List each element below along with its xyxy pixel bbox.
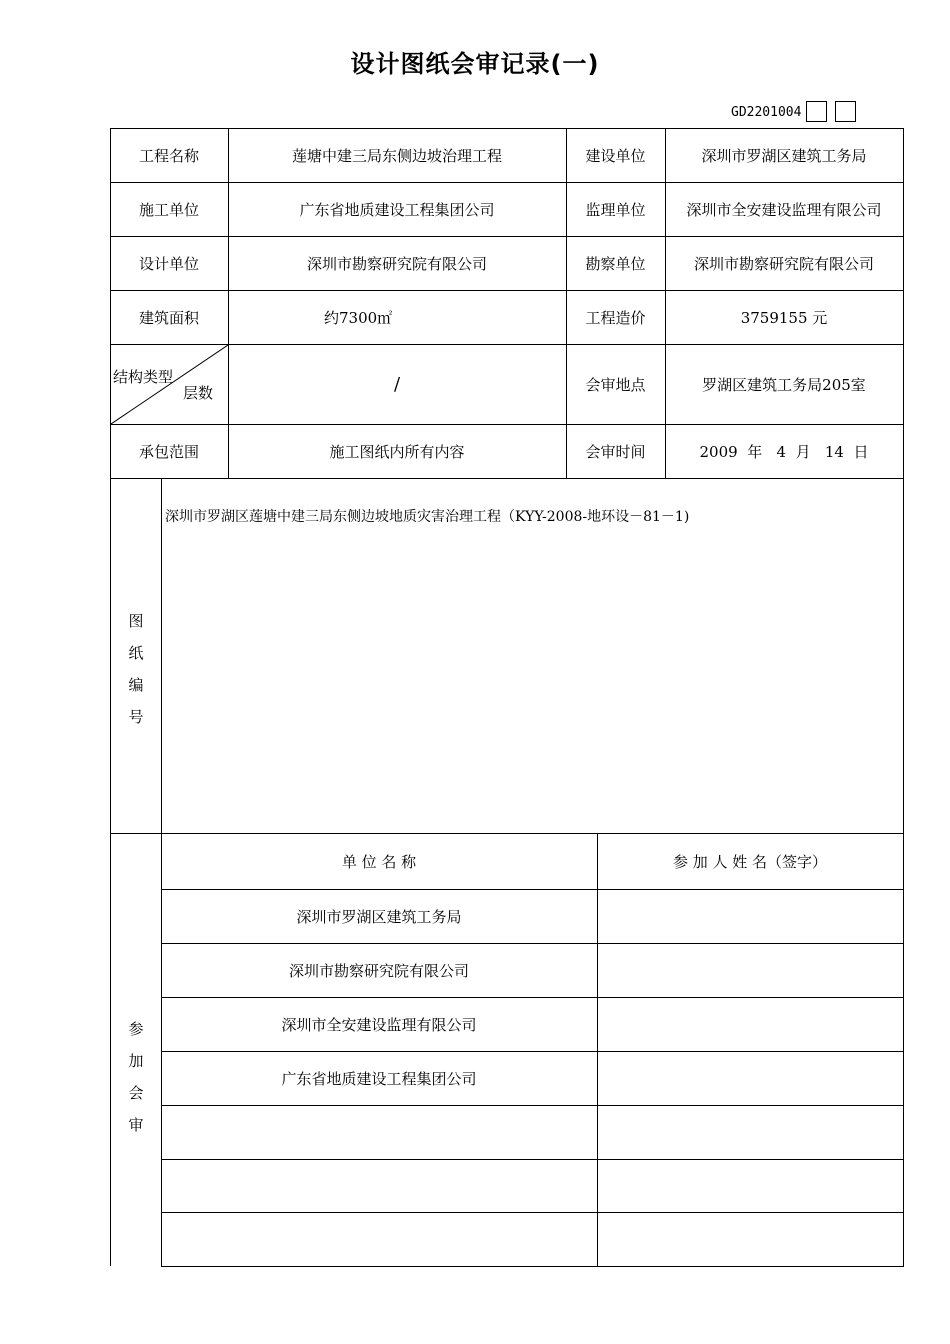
value-supervision-unit: 深圳市全安建设监理有限公司 <box>686 200 882 219</box>
label-building-area: 建筑面积 <box>138 308 199 327</box>
code-box-1 <box>806 101 827 122</box>
participant-unit: 深圳市罗湖区建筑工务局 <box>296 907 462 926</box>
participant-unit <box>161 1159 597 1212</box>
participant-unit <box>161 1105 597 1159</box>
value-contract-scope: 施工图纸内所有内容 <box>329 442 465 461</box>
value-structure: / <box>393 373 401 395</box>
page-title: 设计图纸会审记录(一) <box>350 50 600 78</box>
label-project-cost: 工程造价 <box>585 308 646 327</box>
signature-field[interactable] <box>597 1212 903 1266</box>
document-code: GD2201004 <box>731 105 802 120</box>
label-supervision-unit: 监理单位 <box>585 200 646 219</box>
participant-unit: 深圳市全安建设监理有限公司 <box>281 1015 477 1034</box>
value-building-area: 约7300㎡ <box>324 308 393 327</box>
label-survey-unit: 勘察单位 <box>585 254 646 273</box>
signature-field[interactable] <box>597 889 903 943</box>
label-floor-count: 层数 <box>183 383 214 402</box>
value-review-location: 罗湖区建筑工务局205室 <box>702 375 866 394</box>
value-review-time: 2009 年 4 月 14 日 <box>699 442 869 461</box>
value-survey-unit: 深圳市勘察研究院有限公司 <box>693 254 874 273</box>
value-project-cost: 3759155 元 <box>740 308 828 327</box>
label-construction-unit: 施工单位 <box>138 200 199 219</box>
label-project-name: 工程名称 <box>138 146 199 165</box>
signature-field[interactable] <box>597 1051 903 1105</box>
drawing-number-label: 图 纸 编 号 <box>128 612 144 726</box>
label-owner-unit: 建设单位 <box>585 146 646 165</box>
header-unit-name: 单 位 名 称 <box>341 852 417 871</box>
label-review-time: 会审时间 <box>585 442 646 461</box>
signature-field[interactable] <box>597 1105 903 1159</box>
value-design-unit: 深圳市勘察研究院有限公司 <box>306 254 487 273</box>
signature-field[interactable] <box>597 943 903 997</box>
label-structure-type: 结构类型 <box>113 367 174 386</box>
participants-label: 参 加 会 审 <box>128 1020 144 1134</box>
value-project-name: 莲塘中建三局东侧边坡治理工程 <box>291 146 502 165</box>
participant-unit: 深圳市勘察研究院有限公司 <box>288 961 469 980</box>
label-design-unit: 设计单位 <box>138 254 199 273</box>
participant-unit <box>161 1212 597 1266</box>
label-contract-scope: 承包范围 <box>138 442 199 461</box>
label-review-location: 会审地点 <box>585 375 646 394</box>
participant-unit: 广东省地质建设工程集团公司 <box>281 1069 477 1088</box>
value-construction-unit: 广东省地质建设工程集团公司 <box>299 200 495 219</box>
value-owner-unit: 深圳市罗湖区建筑工务局 <box>701 146 867 165</box>
signature-field[interactable] <box>597 997 903 1051</box>
code-box-2 <box>835 101 856 122</box>
drawing-number-content: 深圳市罗湖区莲塘中建三局东侧边坡地质灾害治理工程（KYY-2008-地环设－81－1) <box>165 509 690 525</box>
header-signature: 参 加 人 姓 名（签字） <box>672 852 828 871</box>
signature-field[interactable] <box>597 1159 903 1212</box>
